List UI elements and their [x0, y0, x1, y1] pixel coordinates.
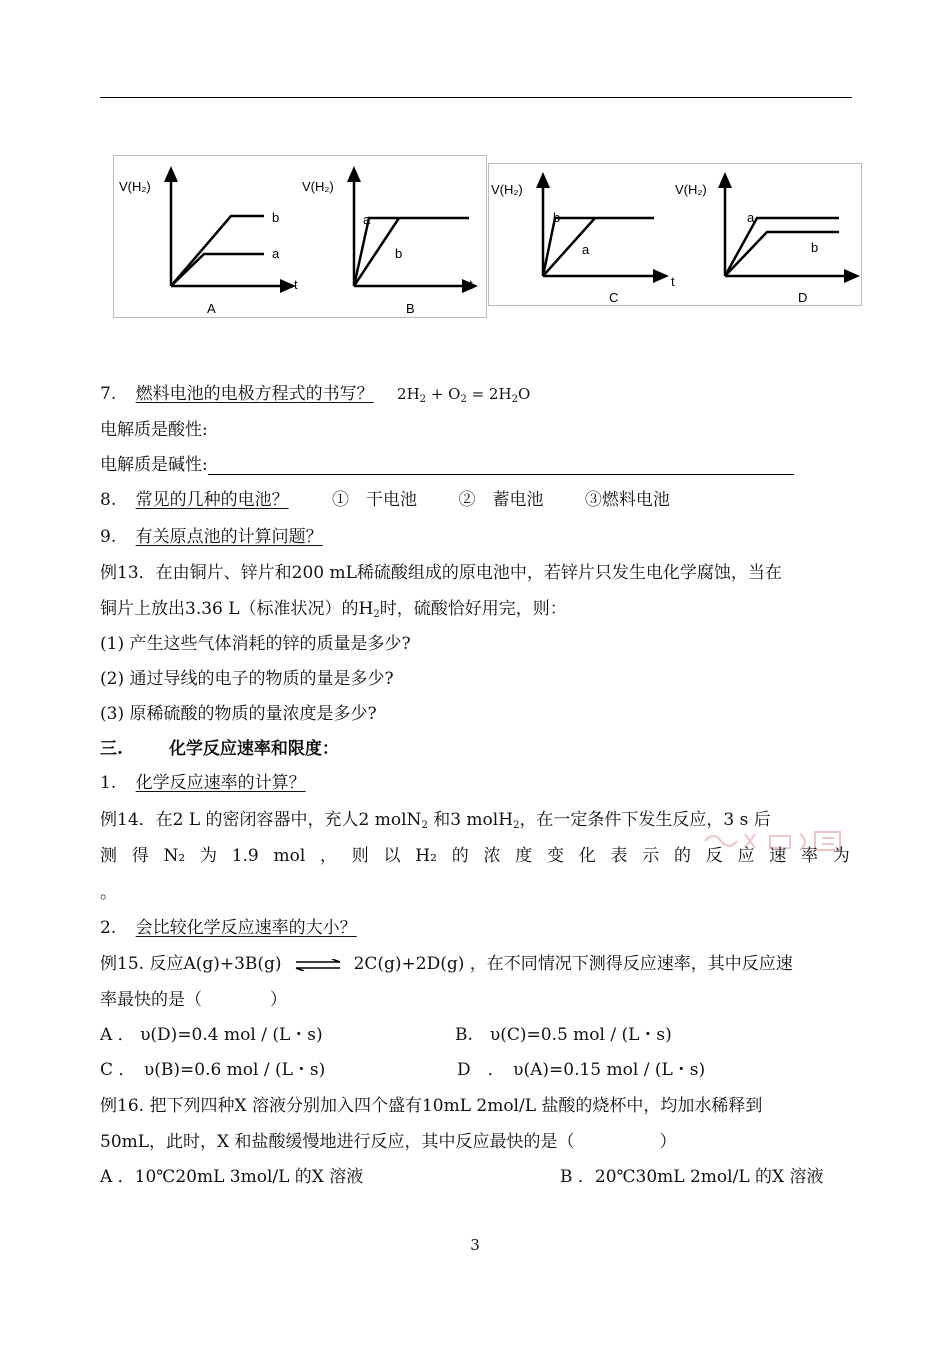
graph-a-curve-b: b [272, 210, 280, 225]
graph-c-curve-b: b [553, 210, 561, 225]
q8-option-3: ③燃料电池 [584, 490, 670, 510]
graph-d-caption: D [798, 290, 808, 305]
base-label: 电解质是碱性: [100, 455, 208, 475]
graph-d-ylabel: V(H₂) [675, 182, 707, 197]
header-rule [100, 97, 852, 98]
s2-title: 会比较化学反应速率的大小？ [135, 918, 357, 938]
s1-title: 化学反应速率的计算？ [135, 773, 306, 793]
graph-d-curve-b: b [811, 240, 819, 255]
ex15-option-c: C ． υ(B)=0.6 mol / (L・s) [100, 1060, 326, 1080]
graph-c-curve-a: a [582, 242, 590, 257]
ex15-line-1: 例15. 反应A(g)+3B(g) 2C(g)+2D(g) ，在不同情况下测得反应速率，其中反应速 [100, 954, 793, 974]
ex16-line-2: 50mL，此时，X 和盐酸缓慢地进行反应，其中反应最快的是（ ） [100, 1132, 677, 1152]
ex13-line-2: 铜片上放出3.36 L（标准状况）的$H_2$时，硫酸恰好用完，则： [100, 599, 567, 620]
ex13-line-1: 例13．在由铜片、锌片和200 mL稀硫酸组成的原电池中，若锌片只发生电化学腐蚀，当在 [100, 563, 782, 583]
s2-line [100, 918, 357, 938]
graph-d-curve-a: a [747, 210, 755, 225]
s1-line [100, 773, 306, 793]
q8-option-2: ② 蓄电池 [458, 490, 544, 510]
base-answer-blank [208, 458, 794, 475]
ex15-option-a: A ． υ(D)=0.4 mol / (L・s) [100, 1025, 323, 1045]
q8-title: 常见的几种的电池？ [135, 490, 289, 510]
equilibrium-arrow-icon [294, 959, 342, 971]
graph-c-caption: C [609, 290, 619, 305]
graph-a-b-svg [114, 156, 486, 317]
ex16-option-b: B ．20℃30mL 2mol/L 的X 溶液 [560, 1167, 824, 1187]
ex14-line-1: 例14．在2 L 的密闭容器中，充人2 molN$_2$ 和3 molH$_2$，在一定条件下发生反应，3 s 后 [100, 810, 771, 831]
ex14-line-3: 。 [100, 883, 117, 903]
q8-line [100, 490, 670, 510]
acid-label: 电解质是酸性: [100, 420, 208, 440]
graph-c-ylabel: V(H₂) [491, 182, 523, 197]
graph-a-xlabel: t [294, 277, 298, 292]
ex15-option-b: B. υ(C)=0.5 mol / (L・s) [455, 1025, 672, 1045]
q9-title: 有关原点池的计算问题？ [135, 527, 323, 547]
ex15-line-2: 率最快的是（ ） [100, 990, 287, 1010]
q8-number: 8. [100, 490, 117, 510]
graph-image-cd [488, 163, 862, 306]
ex13-sub-2: (2) 通过导线的电子的物质的量是多少? [100, 669, 394, 689]
graph-a-caption: A [207, 301, 216, 316]
section-3-heading [100, 739, 339, 759]
q7-title: 燃料电池的电极方程式的书写？ [135, 384, 374, 404]
ex15-option-d: D ． υ(A)=0.15 mol / (L・s) [457, 1060, 706, 1080]
q8-option-1: ① 干电池 [332, 490, 418, 510]
base-line [100, 455, 794, 475]
ex13-sub-1: (1) 产生这些气体消耗的锌的质量是多少? [100, 634, 411, 654]
graph-image-ab [113, 155, 487, 318]
graph-c-d-svg [489, 164, 861, 305]
q7-number: 7. [100, 384, 117, 404]
graph-c-xlabel: t [671, 274, 675, 289]
section-3-number: 三. [100, 739, 123, 759]
q9-line [100, 527, 323, 547]
q7-equation: $2H_2 + O_2 = 2H_2O$ [397, 385, 531, 405]
s2-number: 2. [100, 918, 117, 938]
acid-line [100, 420, 208, 440]
graph-a-curve-a: a [272, 246, 280, 261]
s1-number: 1. [100, 773, 117, 793]
graph-b-curve-a: a [363, 212, 371, 227]
graph-b-caption: B [406, 301, 415, 316]
section-3-title: 化学反应速率和限度： [168, 739, 339, 759]
q9-number: 9. [100, 527, 117, 547]
ex16-option-a: A ．10℃20mL 3mol/L 的X 溶液 [100, 1167, 364, 1187]
graph-b-ylabel: V(H₂) [302, 179, 334, 194]
page-number: 3 [470, 1236, 480, 1254]
graph-b-xlabel: t [469, 277, 473, 292]
ex13-sub-3: (3) 原稀硫酸的物质的量浓度是多少? [100, 704, 377, 724]
ex16-line-1: 例16. 把下列四种X 溶液分别加入四个盛有10mL 2mol/L 盐酸的烧杯中，均加水稀释到 [100, 1096, 763, 1116]
graph-b-curve-b: b [395, 246, 403, 261]
q7-line [100, 384, 530, 404]
ex14-line-2: 测 得 N₂ 为 1.9 mol ， 则 以 H₂ 的 浓 度 变 化 表 示 的 反 应 速 率 为 [100, 846, 850, 866]
graph-a-ylabel: V(H₂) [119, 179, 151, 194]
